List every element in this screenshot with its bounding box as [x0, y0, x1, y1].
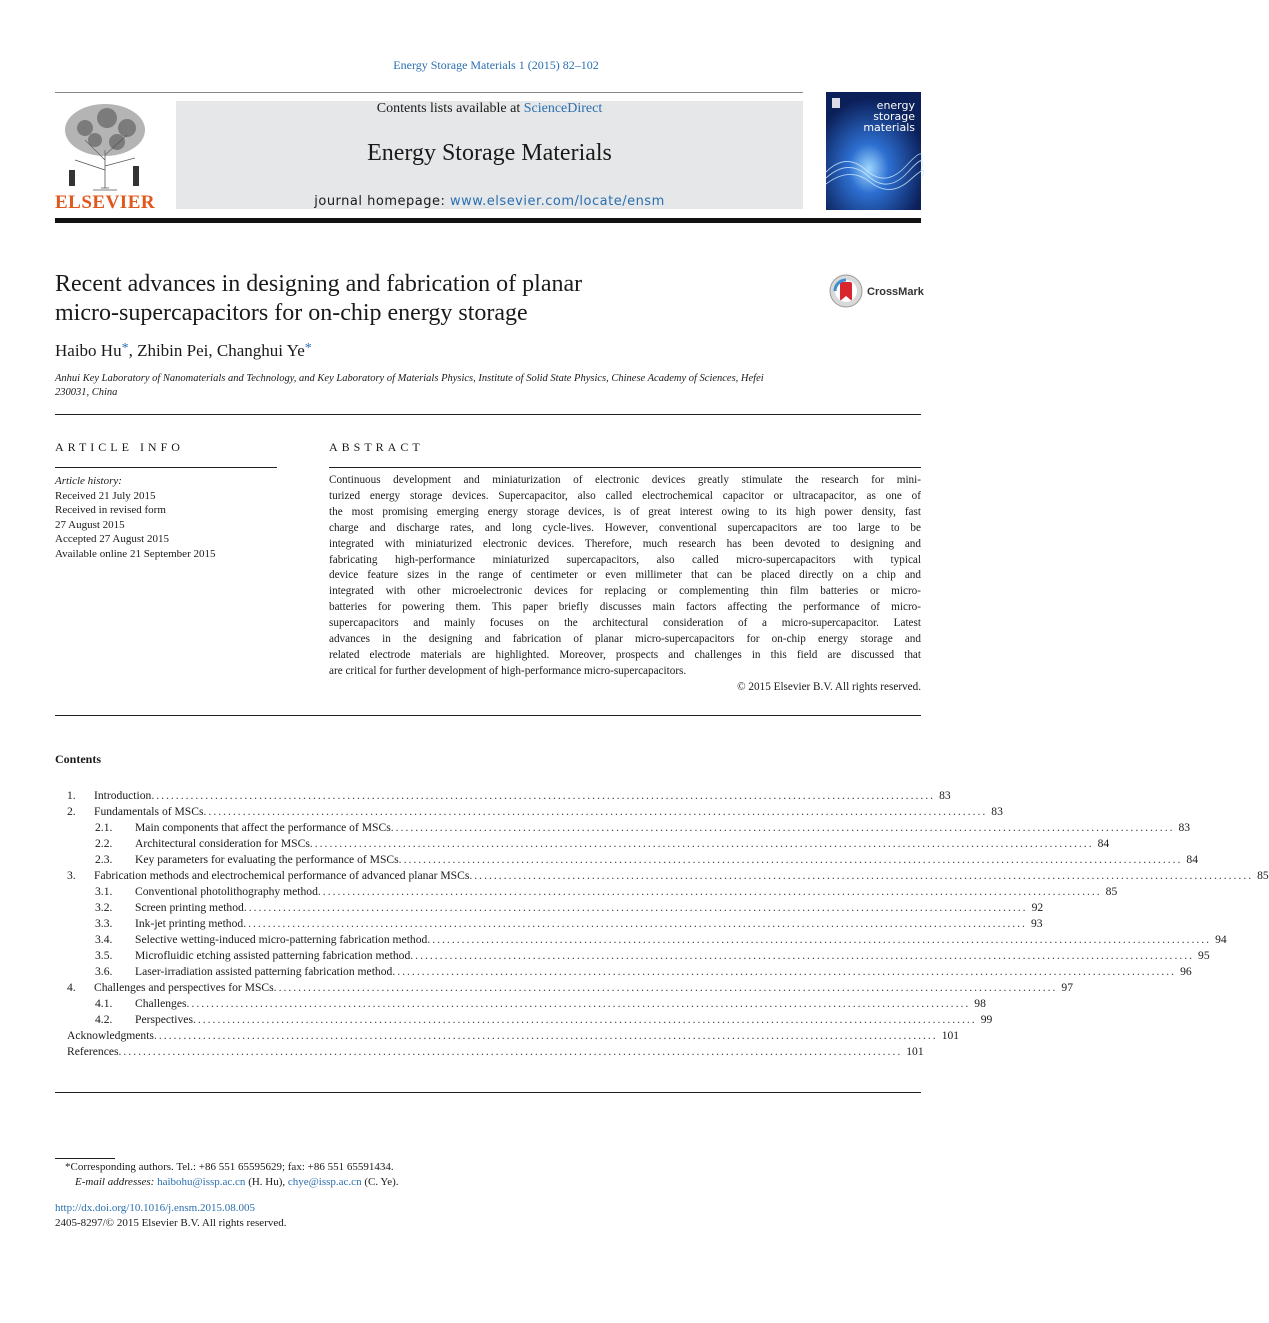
toc-leader-dots: ................................................................................................................................................................	[118, 1045, 903, 1058]
toc-number: 2.1.	[95, 821, 113, 834]
journal-reference[interactable]: Energy Storage Materials 1 (2015) 82–102	[393, 58, 599, 72]
abstract-heading: ABSTRACT	[329, 440, 424, 454]
toc-entry-body	[135, 836, 1110, 852]
toc-leader-dots: ................................................................................................................................................................	[427, 933, 1212, 946]
contents-available-line	[176, 101, 803, 117]
table-of-contents	[55, 788, 1269, 1060]
article-info-heading: ARTICLE INFO	[55, 440, 184, 454]
abstract-line: device feature sizes in the range of centimeter or even millimeter that can be placed directly on a chip and	[329, 569, 921, 582]
email-note	[55, 1175, 755, 1190]
toc-page-number: 83	[939, 789, 951, 802]
toc-leader-dots: ................................................................................................................................................................	[151, 789, 936, 802]
footnote	[55, 1160, 755, 1189]
author-separator: ,	[208, 341, 217, 360]
toc-page-number: 85	[1257, 869, 1269, 882]
corresponding-mark[interactable]: *	[121, 341, 129, 356]
toc-number: 2.2.	[95, 837, 113, 850]
toc-leader-dots: ................................................................................................................................................................	[469, 869, 1254, 882]
toc-number: 3.4.	[95, 933, 113, 946]
toc-title[interactable]: Introduction	[94, 789, 152, 802]
elsevier-logo[interactable]	[55, 100, 155, 212]
toc-leader-dots: ................................................................................................................................................................	[243, 917, 1027, 930]
toc-number: 4.	[67, 981, 76, 994]
divider	[55, 467, 277, 468]
toc-title[interactable]: Screen printing method	[135, 901, 244, 914]
toc-page-number: 92	[1031, 901, 1044, 914]
toc-entry[interactable]	[55, 964, 1192, 980]
toc-number: 3.	[67, 869, 76, 882]
toc-page-number: 101	[906, 1045, 924, 1058]
abstract-text	[329, 473, 921, 680]
toc-entry[interactable]	[55, 996, 986, 1012]
history-item: Available online 21 September 2015	[55, 547, 216, 560]
abstract-line: the most promising emerging energy storage devices, is of great interest owing to its high power density, fast	[329, 505, 921, 518]
toc-entry-body	[135, 932, 1227, 948]
toc-entry[interactable]	[55, 804, 1003, 820]
toc-leader-dots: ................................................................................................................................................................	[410, 949, 1195, 962]
email-link[interactable]: chye@issp.ac.cn	[287, 1175, 362, 1188]
toc-entry[interactable]	[55, 788, 951, 804]
toc-page-number: 95	[1198, 949, 1210, 962]
toc-entry-body	[94, 980, 1074, 996]
toc-title[interactable]: Selective wetting-induced micro-patterning fabrication method	[135, 933, 428, 946]
toc-leader-dots: ................................................................................................................................................................	[273, 981, 1058, 994]
header-thick-rule	[55, 218, 921, 223]
email-link[interactable]: haibohu@issp.ac.cn	[157, 1175, 246, 1188]
footnote-rule	[55, 1158, 115, 1159]
toc-entry-body	[135, 852, 1199, 868]
toc-entry-body	[135, 964, 1192, 980]
toc-page-number: 84	[1186, 853, 1199, 866]
toc-entry[interactable]	[55, 948, 1210, 964]
issn-line: 2405-8297/© 2015 Elsevier B.V. All rights reserved.	[55, 1217, 287, 1229]
toc-title[interactable]: Challenges and perspectives for MSCs	[94, 981, 274, 994]
toc-number: 3.3.	[95, 917, 113, 930]
toc-entry[interactable]	[55, 820, 1191, 836]
toc-leader-dots: ................................................................................................................................................................	[192, 1013, 977, 1026]
author-list	[55, 341, 312, 361]
toc-leader-dots: ................................................................................................................................................................	[390, 821, 1175, 834]
divider	[329, 467, 921, 468]
toc-leader-dots: ................................................................................................................................................................	[317, 885, 1102, 898]
toc-entry[interactable]	[55, 836, 1110, 852]
abstract-line: integrated with other microelectronic devices for replacing or complementing thin film batteries or micro-	[329, 585, 921, 598]
toc-page-number: 85	[1105, 885, 1118, 898]
history-label: Article history:	[55, 475, 122, 487]
abstract-line: supercapacitors and mainly focuses on the architectural consideration of a micro-supercapacitor. Latest	[329, 617, 921, 630]
toc-entry[interactable]	[55, 884, 1118, 900]
author-name[interactable]: Haibo Hu	[55, 341, 122, 360]
contents-prefix: Contents lists available at	[376, 101, 524, 116]
toc-entry[interactable]	[55, 1044, 924, 1060]
toc-number: 3.1.	[95, 885, 113, 898]
toc-number: 4.1.	[95, 997, 113, 1010]
email-label: E-mail addresses:	[75, 1175, 158, 1188]
header-top-rule	[55, 92, 803, 93]
toc-page-number: 93	[1030, 917, 1043, 930]
divider	[55, 715, 921, 716]
toc-entry-body	[67, 1028, 960, 1044]
author-name[interactable]: Changhui Ye	[216, 341, 305, 360]
elsevier-wordmark: ELSEVIER	[55, 192, 156, 213]
toc-entry-body	[94, 868, 1269, 884]
toc-entry[interactable]	[55, 916, 1043, 932]
toc-number: 3.5.	[95, 949, 113, 962]
toc-page-number: 94	[1215, 933, 1227, 946]
toc-title[interactable]: Architectural consideration for MSCs	[135, 837, 310, 850]
toc-leader-dots: ................................................................................................................................................................	[398, 853, 1183, 866]
toc-leader-dots: ................................................................................................................................................................	[243, 901, 1028, 914]
toc-entry[interactable]	[55, 980, 1074, 996]
crossmark-icon	[829, 274, 863, 308]
contents-heading: Contents	[55, 752, 102, 766]
toc-entry-body	[135, 996, 986, 1012]
history-item: Received 21 July 2015	[55, 489, 156, 502]
doi-link[interactable]: http://dx.doi.org/10.1016/j.ensm.2015.08.005	[55, 1202, 255, 1214]
toc-title[interactable]: Conventional photolithography method	[135, 885, 318, 898]
cover-title: energy storage materials	[863, 99, 915, 134]
corresponding-note	[55, 1160, 755, 1175]
toc-page-number: 84	[1097, 837, 1110, 850]
abstract-line: charge and discharge rates, and long cycle-lives. However, conventional supercapacitors are too large to be	[329, 521, 921, 534]
abstract-line: turized energy storage devices. Supercapacitor, also called electrochemical capacitor or ultracapacitor, as one of	[329, 489, 921, 502]
abstract-line: related electrode materials are highlighted. Moreover, prospects and challenges in this field are discussed that	[329, 648, 921, 661]
toc-leader-dots: ................................................................................................................................................................	[186, 997, 971, 1010]
doi-block	[55, 1201, 287, 1231]
toc-page-number: 97	[1061, 981, 1074, 994]
affiliation: Anhui Key Laboratory of Nanomaterials and Technology, and Key Laboratory of Materials Physics, Institute of Solid State Physics, Chinese Academy of Sciences, Hefei 230031, China	[55, 373, 764, 398]
toc-title[interactable]: Acknowledgments	[67, 1029, 154, 1042]
elsevier-tree-icon	[55, 100, 155, 192]
toc-page-number: 96	[1180, 965, 1192, 978]
toc-entry[interactable]	[55, 868, 1269, 884]
toc-number: 3.6.	[95, 965, 113, 978]
toc-page-number: 99	[980, 1013, 993, 1026]
toc-number: 2.	[67, 805, 76, 818]
author-name[interactable]: Zhibin Pei	[137, 341, 209, 360]
toc-entry-body	[135, 1012, 993, 1028]
toc-entry-body	[67, 1044, 924, 1060]
toc-page-number: 83	[1178, 821, 1191, 834]
toc-number: 4.2.	[95, 1013, 113, 1026]
abstract-line: advances in the designing and fabrication of planar micro-supercapacitors for on-chip energy storage and	[329, 633, 921, 646]
abstract-line: fabricating high-performance miniaturized supercapacitors, also called micro-supercapacitors with typical	[329, 553, 921, 566]
sciencedirect-link[interactable]: ScienceDirect	[523, 101, 603, 116]
toc-title[interactable]: Key parameters for evaluating the performance of MSCs	[135, 853, 399, 866]
journal-homepage-line	[176, 194, 803, 209]
toc-title[interactable]: Challenges	[135, 997, 187, 1010]
abstract-line: integrated with miniaturized electronic devices. Therefore, much research has been devoted to designing and	[329, 537, 921, 550]
abstract-line: Continuous development and miniaturization of electronic devices greatly stimulate the research for mini-	[329, 474, 921, 486]
abstract-line: are critical for further development of high-performance micro-supercapacitors.	[329, 664, 687, 677]
article-title: Recent advances in designing and fabrication of planar micro-supercapacitors for on-chip energy storage	[55, 271, 583, 326]
journal-title: Energy Storage Materials	[367, 140, 612, 166]
toc-title[interactable]: Ink-jet printing method	[135, 917, 244, 930]
toc-entry[interactable]	[55, 852, 1199, 868]
toc-title[interactable]: Perspectives	[135, 1013, 193, 1026]
history-item: 27 August 2015	[55, 518, 125, 531]
toc-number: 1.	[67, 789, 76, 802]
toc-title[interactable]: Fabrication methods and electrochemical performance of advanced planar MSCs	[94, 869, 470, 882]
toc-entry-body	[135, 948, 1210, 964]
toc-leader-dots: ................................................................................................................................................................	[392, 965, 1177, 978]
crossmark-badge[interactable]	[829, 274, 929, 310]
toc-leader-dots: ................................................................................................................................................................	[203, 805, 988, 818]
toc-entry[interactable]	[55, 1012, 993, 1028]
corresponding-mark[interactable]: *	[304, 341, 312, 356]
history-item: Accepted 27 August 2015	[55, 533, 169, 545]
corresponding-text: Corresponding authors. Tel.: +86 551 65595629; fax: +86 551 65591434.	[70, 1161, 394, 1173]
toc-title[interactable]: Fundamentals of MSCs	[94, 805, 204, 818]
toc-title[interactable]: References	[67, 1045, 119, 1058]
journal-cover[interactable]	[826, 92, 921, 210]
email-owner: (C. Ye).	[361, 1175, 399, 1188]
toc-page-number: 101	[941, 1029, 960, 1042]
abstract-line: batteries for powering them. This paper briefly discusses main factors affecting the performance of micro-	[329, 601, 921, 614]
toc-entry-body	[135, 900, 1044, 916]
article-history	[55, 474, 285, 561]
toc-entry-body	[94, 788, 951, 804]
abstract-copyright: © 2015 Elsevier B.V. All rights reserved.	[737, 681, 921, 693]
divider	[55, 1092, 921, 1093]
homepage-prefix: journal homepage:	[314, 194, 450, 209]
author-separator: ,	[128, 341, 138, 360]
toc-title[interactable]: Laser-irradiation assisted patterning fabrication method	[135, 965, 393, 978]
footnote-mark: *	[65, 1161, 71, 1173]
history-item: Received in revised form	[55, 504, 166, 516]
toc-page-number: 83	[991, 805, 1003, 818]
toc-number: 2.3.	[95, 853, 113, 866]
toc-entry-body	[135, 820, 1191, 836]
divider	[55, 414, 921, 415]
crossmark-label: CrossMark	[867, 286, 924, 298]
toc-title[interactable]: Main components that affect the performance of MSCs	[135, 821, 391, 834]
email-owner: (H. Hu),	[245, 1175, 288, 1188]
toc-title[interactable]: Microfluidic etching assisted patterning fabrication method	[135, 949, 411, 962]
homepage-link[interactable]: www.elsevier.com/locate/ensm	[449, 194, 665, 209]
toc-entry-body	[135, 884, 1118, 900]
toc-entry[interactable]	[55, 1028, 960, 1044]
toc-entry[interactable]	[55, 900, 1044, 916]
toc-number: 3.2.	[95, 901, 113, 914]
toc-entry-body	[94, 804, 1003, 820]
toc-page-number: 98	[974, 997, 986, 1010]
toc-entry-body	[135, 916, 1043, 932]
toc-leader-dots: ................................................................................................................................................................	[153, 1029, 938, 1042]
toc-leader-dots: ................................................................................................................................................................	[309, 837, 1094, 850]
toc-entry[interactable]	[55, 932, 1227, 948]
